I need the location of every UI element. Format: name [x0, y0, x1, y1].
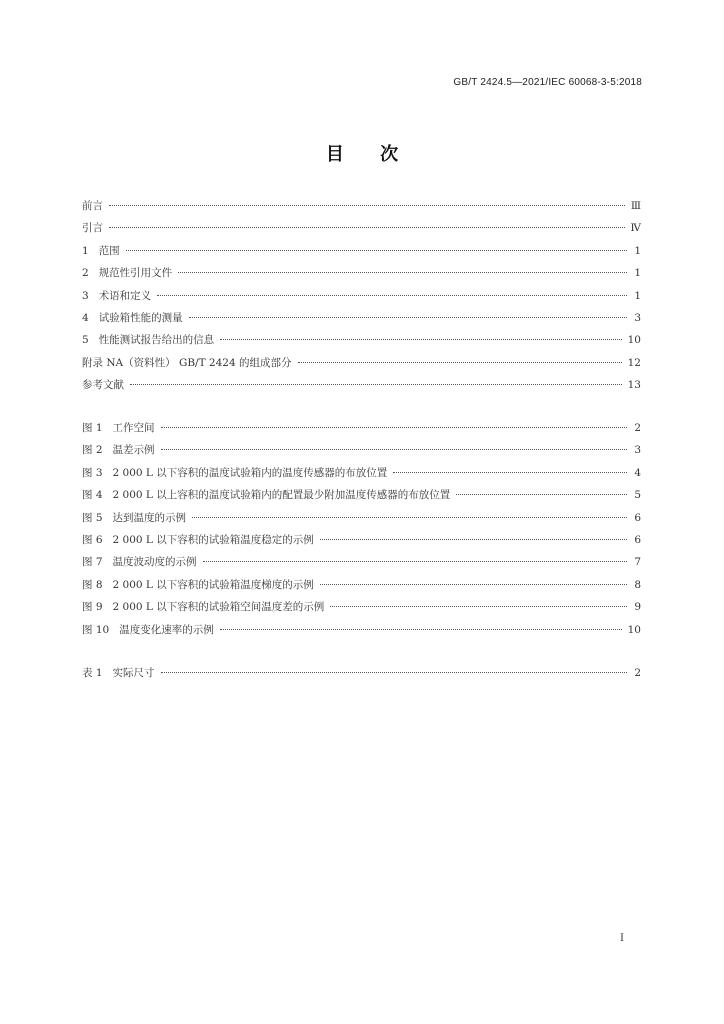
toc-entry-page: 8: [634, 578, 641, 591]
toc-entry-page: 3: [634, 444, 641, 457]
dot-leader: [109, 205, 625, 206]
toc-entry-title: 前言: [82, 200, 103, 212]
toc-entry-title: 范围: [98, 244, 120, 257]
dot-leader: [157, 295, 627, 296]
toc-tables-section: [82, 665, 641, 687]
dot-leader: [320, 584, 627, 585]
dot-leader: [126, 250, 627, 251]
dot-leader: [320, 539, 627, 540]
dot-leader: [189, 317, 627, 318]
toc-entry[interactable]: [82, 288, 641, 310]
dot-leader: [220, 629, 622, 630]
toc-entry-page: 10: [627, 623, 641, 636]
toc-entry[interactable]: [82, 310, 641, 332]
toc-entry-number: 图 6: [82, 533, 103, 546]
toc-entry-number: 2: [82, 267, 89, 280]
toc-entry[interactable]: [82, 622, 641, 644]
toc-entry-number: 图 8: [82, 578, 103, 591]
toc-entry[interactable]: [82, 355, 641, 377]
dot-leader: [192, 517, 627, 518]
toc-entry-number: 图 4: [82, 489, 103, 502]
toc-entry-page: Ⅳ: [630, 222, 641, 235]
toc-entry-title: 附录 NA（资料性） GB/T 2424 的组成部分: [82, 356, 292, 369]
dot-leader: [393, 472, 627, 473]
dot-leader: [130, 384, 622, 385]
toc-entry-page: 1: [634, 267, 641, 280]
toc-entry-title: 工作空间: [112, 422, 155, 434]
toc-entry-number: 1: [82, 244, 89, 257]
toc-entry[interactable]: [82, 577, 641, 599]
toc-entry[interactable]: [82, 510, 641, 532]
standard-identifier: GB/T 2424.5—2021/IEC 60068-3-5:2018: [453, 77, 642, 88]
dot-leader: [203, 561, 627, 562]
toc-entry[interactable]: [82, 332, 641, 354]
toc-entry-title: 参考文献: [82, 379, 124, 392]
toc-entry[interactable]: [82, 442, 641, 464]
toc-entry-page: 13: [627, 379, 641, 392]
dot-leader: [109, 227, 625, 228]
toc-entry-page: 2: [634, 667, 641, 679]
toc-entry-title: 引言: [82, 222, 103, 235]
toc-entry[interactable]: [82, 665, 641, 687]
toc-entry[interactable]: [82, 198, 641, 220]
dot-leader: [298, 362, 622, 363]
toc-entry-page: 1: [634, 244, 641, 257]
toc-main-section: [82, 198, 641, 400]
toc-entry-page: Ⅲ: [630, 200, 641, 212]
toc-entry-title: 试验箱性能的测量: [98, 311, 183, 324]
toc-entry-number: 表 1: [82, 667, 103, 679]
toc-entry-page: 12: [627, 356, 641, 369]
dot-leader: [330, 606, 627, 607]
toc-entry-title: 2 000 L 以上容积的温度试验箱内的配置最少附加温度传感器的布放位置: [112, 489, 451, 502]
toc-entry-title: 2 000 L 以下容积的温度试验箱内的温度传感器的布放位置: [112, 466, 388, 479]
toc-entry-page: 5: [634, 489, 641, 502]
dot-leader: [178, 272, 627, 273]
toc-entry[interactable]: [82, 487, 641, 509]
toc-entry-title: 温度波动度的示例: [112, 556, 197, 569]
toc-entry-page: 2: [634, 422, 641, 434]
toc-entry[interactable]: [82, 532, 641, 554]
toc-entry-number: 图 9: [82, 601, 103, 614]
page-number: I: [620, 933, 624, 944]
dot-leader: [220, 339, 621, 340]
toc-entry-title: 实际尺寸: [112, 667, 155, 679]
toc-entry-page: 1: [634, 289, 641, 302]
toc-entry-page: 3: [634, 311, 641, 324]
toc-entry[interactable]: [82, 220, 641, 242]
toc-entry-number: 3: [82, 289, 89, 302]
toc-entry-title: 性能测试报告给出的信息: [98, 334, 215, 347]
page-title: 目 次: [325, 144, 399, 165]
toc-entry-page: 4: [634, 466, 641, 479]
toc-entry-page: 10: [627, 334, 641, 347]
toc-entry-title: 2 000 L 以下容积的试验箱温度梯度的示例: [112, 578, 314, 591]
toc-entry[interactable]: [82, 420, 641, 442]
toc-entry-page: 6: [634, 533, 641, 546]
toc-entry-title: 规范性引用文件: [98, 267, 173, 280]
toc-entry-title: 术语和定义: [98, 289, 152, 302]
dot-leader: [161, 672, 627, 673]
toc-entry-title: 2 000 L 以下容积的试验箱空间温度差的示例: [112, 601, 325, 614]
toc-entry-number: 图 1: [82, 422, 103, 434]
toc-entry[interactable]: [82, 465, 641, 487]
toc-entry-title: 温度变化速率的示例: [119, 623, 214, 636]
toc-entry[interactable]: [82, 377, 641, 399]
toc-entry-number: 图 7: [82, 556, 103, 569]
toc-entry-title: 达到温度的示例: [112, 511, 187, 524]
dot-leader: [456, 494, 627, 495]
toc-entry-number: 图 10: [82, 623, 110, 636]
toc-entry-page: 9: [634, 601, 641, 614]
toc-entry-page: 6: [634, 511, 641, 524]
toc-entry[interactable]: [82, 243, 641, 265]
toc-entry-number: 5: [82, 334, 89, 347]
toc-entry-number: 图 5: [82, 511, 103, 524]
toc-figures-section: [82, 420, 641, 644]
toc-entry-number: 图 3: [82, 466, 103, 479]
toc-entry-number: 4: [82, 311, 89, 324]
toc-entry-title: 2 000 L 以下容积的试验箱温度稳定的示例: [112, 533, 314, 546]
toc-entry-title: 温差示例: [112, 444, 155, 457]
toc-entry-page: 7: [634, 556, 641, 569]
toc-entry[interactable]: [82, 265, 641, 287]
dot-leader: [161, 427, 627, 428]
toc-entry[interactable]: [82, 554, 641, 576]
dot-leader: [161, 449, 627, 450]
toc-entry[interactable]: [82, 599, 641, 621]
toc-entry-number: 图 2: [82, 444, 103, 457]
